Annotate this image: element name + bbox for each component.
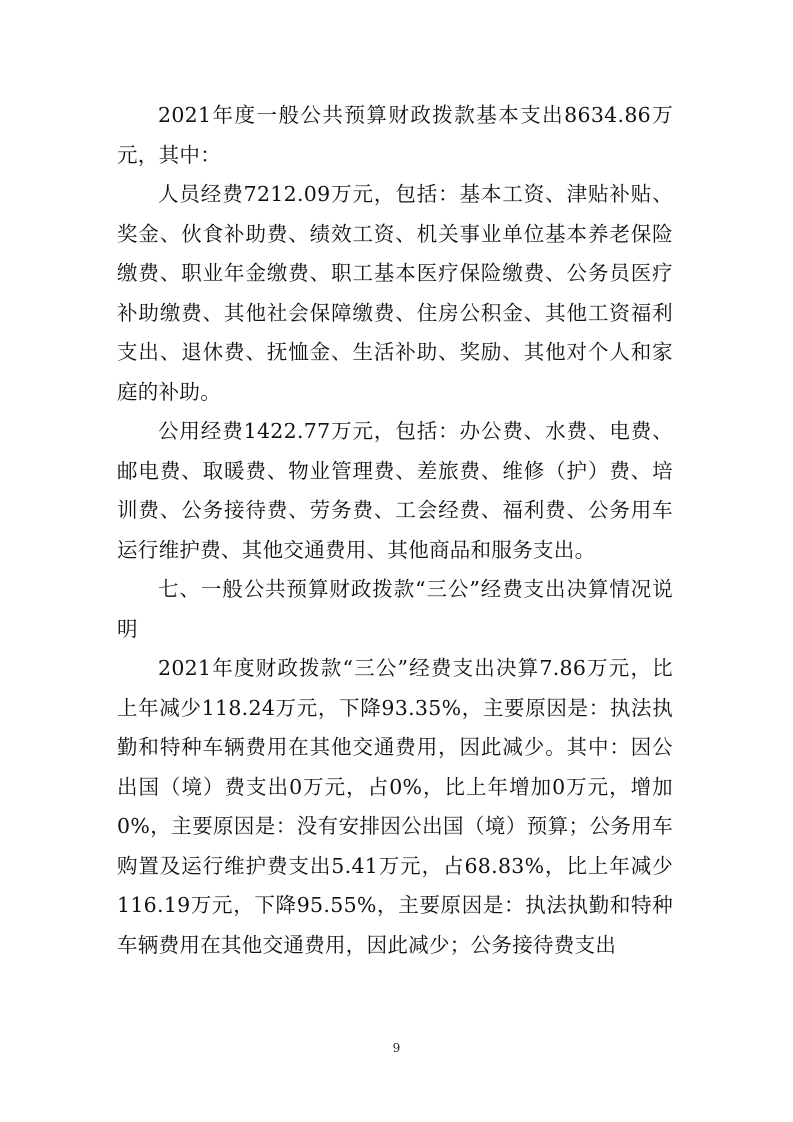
page-number: 9 xyxy=(392,1041,401,1055)
section-heading-three-public-expenses: 七、一般公共预算财政拨款“三公”经费支出决算情况说明 xyxy=(117,577,673,641)
paragraph-basic-expenditure: 2021年度一般公共预算财政拨款基本支出8634.86万元，其中： xyxy=(117,103,673,167)
paragraph-public-expenses: 公用经费1422.77万元，包括：办公费、水费、电费、邮电费、取暖费、物业管理费、差旅费、维修（护）费、培训费、公务接待费、劳务费、工会经费、福利费、公务用车运行维护费、其他交通费用、其他商品和服务支出。 xyxy=(117,419,673,562)
paragraph-three-public-expenses-detail: 2021年度财政拨款“三公”经费支出决算7.86万元，比上年减少118.24万元，下降93.35%，主要原因是：执法执勤和特种车辆费用在其他交通费用，因此减少。其中：因公出国（境）费支出0万元，占0%，比上年增加0万元，增加0%，主要原因是：没有安排因公出国（境）预算；公务用车购置及运行维护费支出5.41万元，占68.83%，比上年减少116.19万元，下降95.55%，主要原因是：执法执勤和特种车辆费用在其他交通费用，因此减少；公务接待费支出 xyxy=(117,656,673,957)
body-text xyxy=(117,96,673,965)
paragraph-personnel-expenses: 人员经费7212.09万元，包括：基本工资、津贴补贴、奖金、伙食补助费、绩效工资、机关事业单位基本养老保险缴费、职业年金缴费、职工基本医疗保险缴费、公务员医疗补助缴费、其他社会保障缴费、住房公积金、其他工资福利支出、退休费、抚恤金、生活补助、奖励、其他对个人和家庭的补助。 xyxy=(117,182,673,404)
